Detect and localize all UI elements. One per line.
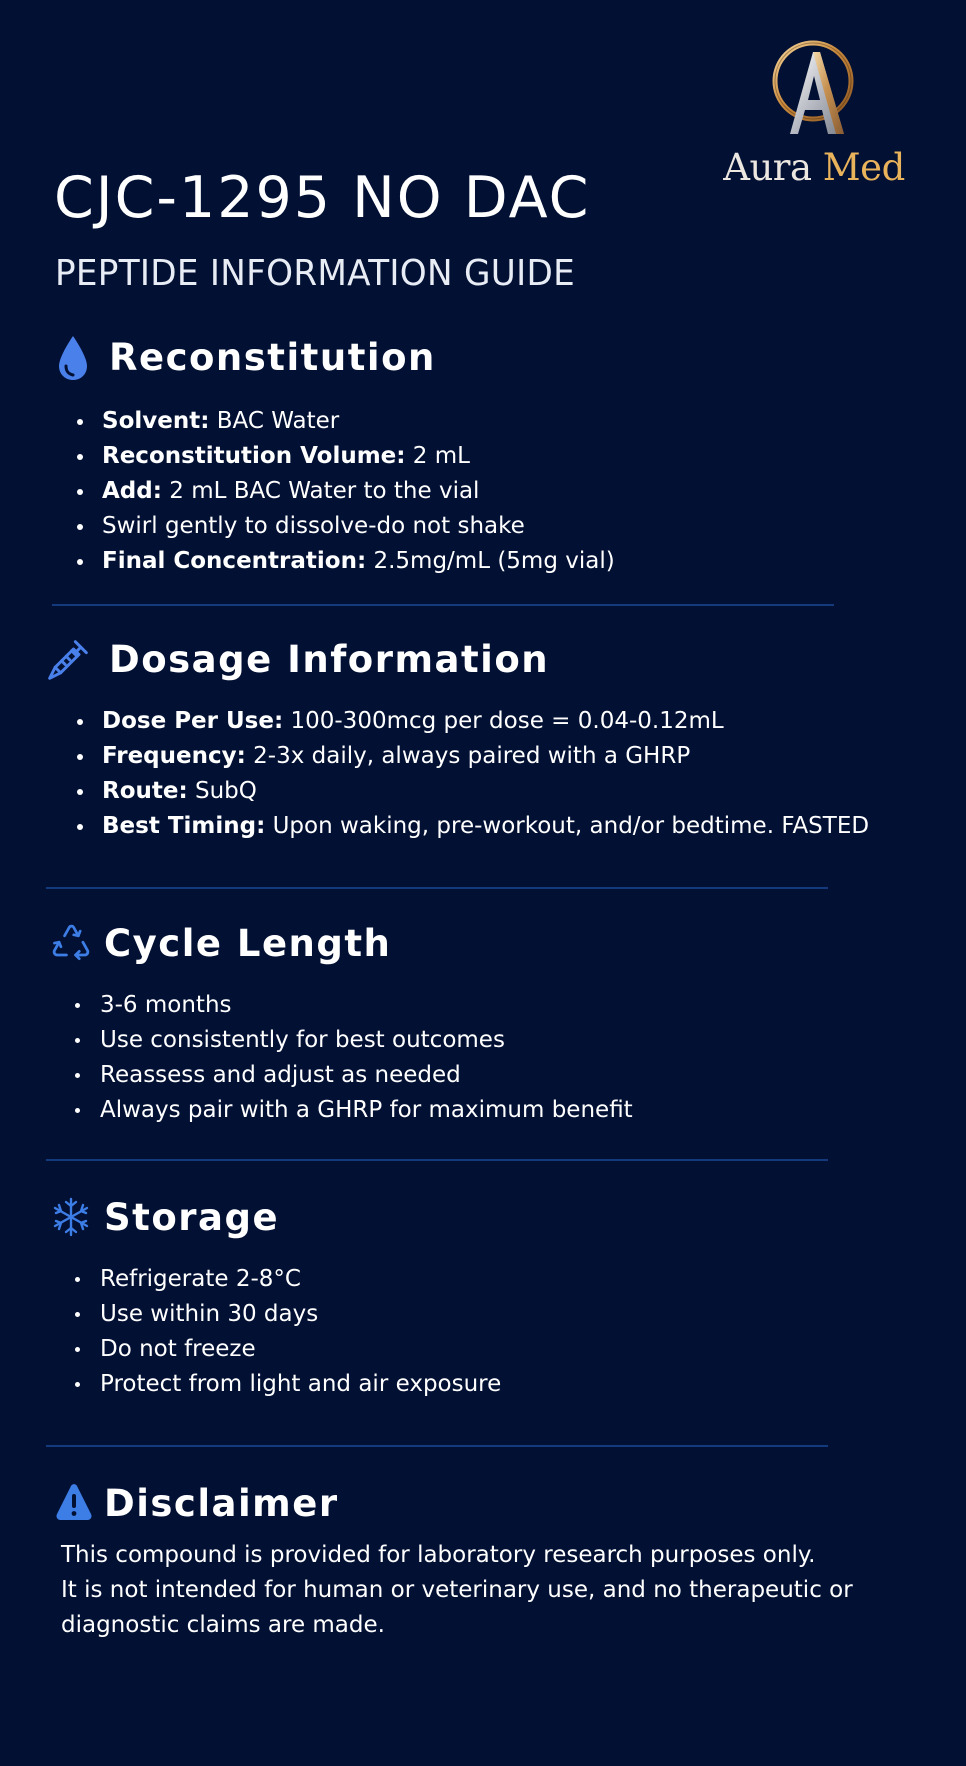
- section-divider: [46, 1445, 828, 1447]
- logo-wordmark: [716, 146, 912, 189]
- section-header: [49, 1194, 919, 1242]
- section-header: [49, 920, 919, 968]
- logo-word-aura: Aura: [723, 146, 812, 189]
- list-item: Reassess and adjust as needed: [75, 1058, 633, 1093]
- section-title: Disclaimer: [104, 1482, 339, 1525]
- disclaimer-text: [61, 1538, 911, 1643]
- dosage-list: [77, 704, 869, 844]
- list-item: Dose Per Use: 100-300mcg per dose = 0.04-0.12mL: [77, 704, 869, 739]
- section-divider: [46, 887, 828, 889]
- section-storage: [49, 1194, 919, 1397]
- section-title: Cycle Length: [104, 922, 392, 965]
- logo-mark-icon: [770, 38, 856, 148]
- section-header: [53, 1480, 913, 1528]
- list-item: Refrigerate 2-8°C: [75, 1262, 501, 1297]
- snowflake-icon: [49, 1194, 93, 1242]
- warning-icon: [53, 1480, 97, 1528]
- list-item: Reconstitution Volume: 2 mL: [77, 439, 615, 474]
- disclaimer-line: It is not intended for human or veterinary use, and no therapeutic or: [61, 1577, 853, 1603]
- aura-med-logo: [716, 38, 912, 188]
- droplet-icon: [54, 334, 98, 382]
- section-header: [46, 636, 926, 684]
- recycle-icon: [49, 920, 93, 968]
- section-dosage: [46, 636, 926, 839]
- list-item: Final Concentration: 2.5mg/mL (5mg vial): [77, 544, 615, 579]
- list-item: Protect from light and air exposure: [75, 1367, 501, 1402]
- section-cycle-length: [49, 920, 919, 1123]
- list-item: Use within 30 days: [75, 1297, 501, 1332]
- disclaimer-line: diagnostic claims are made.: [61, 1612, 385, 1638]
- section-disclaimer: [53, 1480, 913, 1528]
- list-item: 3-6 months: [75, 988, 633, 1023]
- list-item: Always pair with a GHRP for maximum benefit: [75, 1093, 633, 1128]
- list-item: Frequency: 2-3x daily, always paired with a GHRP: [77, 739, 869, 774]
- page-subtitle: PEPTIDE INFORMATION GUIDE: [55, 253, 575, 294]
- section-divider: [52, 604, 834, 606]
- list-item: Route: SubQ: [77, 774, 869, 809]
- cycle-list: [75, 988, 633, 1128]
- section-header: [54, 334, 914, 382]
- section-title: Reconstitution: [109, 336, 436, 379]
- list-item: Solvent: BAC Water: [77, 404, 615, 439]
- list-item: Swirl gently to dissolve-do not shake: [77, 509, 615, 544]
- page-title: CJC-1295 NO DAC: [54, 165, 591, 231]
- logo-word-med: Med: [822, 146, 905, 189]
- disclaimer-line: This compound is provided for laboratory research purposes only.: [61, 1542, 816, 1568]
- section-title: Storage: [104, 1196, 280, 1239]
- section-divider: [46, 1159, 828, 1161]
- list-item: Do not freeze: [75, 1332, 501, 1367]
- section-title: Dosage Information: [109, 638, 550, 681]
- syringe-icon: [46, 636, 90, 684]
- list-item: Best Timing: Upon waking, pre-workout, and/or bedtime. FASTED: [77, 809, 869, 844]
- reconstitution-list: [77, 404, 615, 579]
- list-item: Use consistently for best outcomes: [75, 1023, 633, 1058]
- list-item: Add: 2 mL BAC Water to the vial: [77, 474, 615, 509]
- storage-list: [75, 1262, 501, 1402]
- section-reconstitution: [54, 334, 914, 574]
